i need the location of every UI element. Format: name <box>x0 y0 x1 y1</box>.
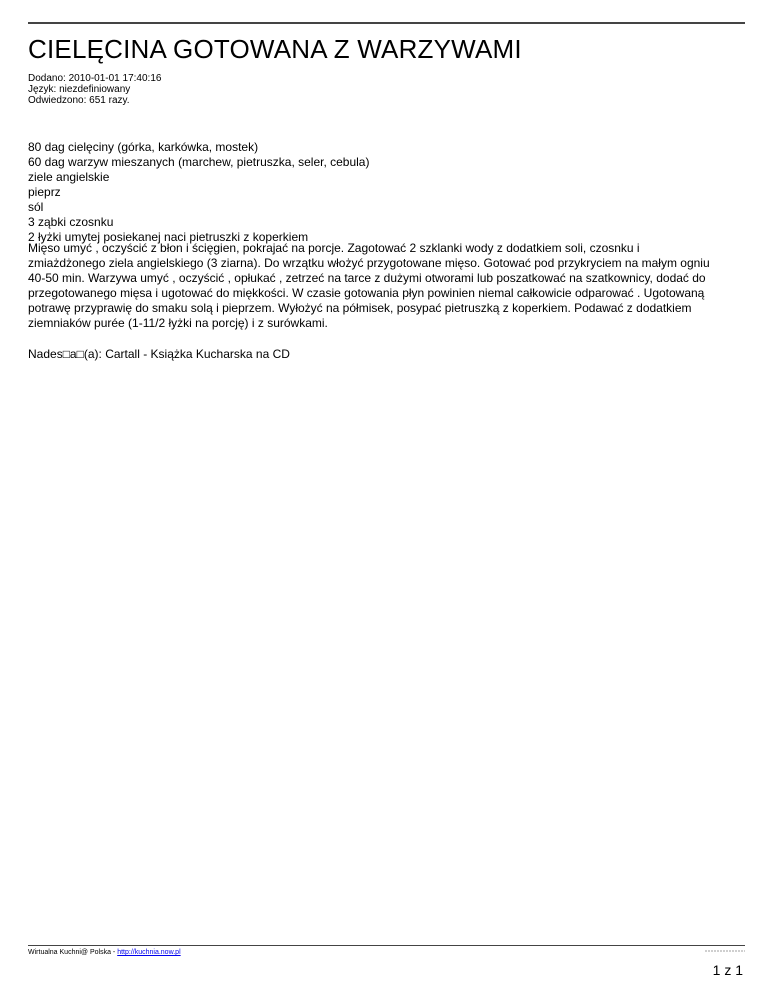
footer-divider <box>28 945 745 946</box>
page-number: 1 z 1 <box>712 962 743 978</box>
recipe-title: CIELĘCINA GOTOWANA Z WARZYWAMI <box>28 34 522 64</box>
ingredient-item: 60 dag warzyw mieszanych (marchew, pietruszka, seler, cebula) <box>28 155 370 169</box>
footer-link[interactable]: http://kuchnia.now.pl <box>117 949 181 956</box>
ingredient-item: ziele angielskie <box>28 170 110 184</box>
ingredient-item: 3 ząbki czosnku <box>28 215 114 229</box>
ingredient-item: pieprz <box>28 185 61 199</box>
added-date: Dodano: 2010-01-01 17:40:16 <box>28 73 162 84</box>
footer-watermark <box>705 950 745 952</box>
visit-count: Odwiedzono: 651 razy. <box>28 95 130 106</box>
ingredient-item: 2 łyżki umytej posiekanej naci pietruszki z koperkiem <box>28 230 309 244</box>
footer-site-name: Wirtualna Kuchni@ Polska - <box>28 949 118 956</box>
preparation-text: Mięso umyć , oczyścić z błon i ścięgien, pokrajać na porcje. Zagotować 2 szklanki wody z dodatkiem soli, czosnku i zmiażdżonego ziela angielskiego (3 ziarna). Do wrzątku włożyć przygotowane mięso. Gotować pod przykryciem na małym ogniu 40-50 min. Warzywa umyć , oczyścić , opłukać , zetrzeć na tarce z dużymi otworami lub poszatkować na szatkownicy, dodać do przegotowanego mięsa i ugotować do miękkości. W czasie gotowania płyn powinien niemal całkowicie odparować . Ugotowaną potrawę przyprawię do smaku solą i pieprzem. Wyłożyć na półmisek, posypać pietruszką z koperkiem. Podawać z dodatkiem ziemniaków purée (1-11/2 łyżki na porcję) i z surówkami. <box>28 241 710 330</box>
ingredients-list <box>28 140 728 245</box>
language: Język: niezdefiniowany <box>28 84 131 95</box>
sender-line: Nades□a□(a): Cartall - Książka Kucharska na CD <box>28 347 290 361</box>
recipe-meta <box>28 73 161 106</box>
ingredient-item: sól <box>28 200 44 214</box>
top-divider <box>28 22 745 24</box>
footer-source <box>28 949 181 957</box>
ingredient-item: 80 dag cielęciny (górka, karkówka, mostek) <box>28 140 259 154</box>
